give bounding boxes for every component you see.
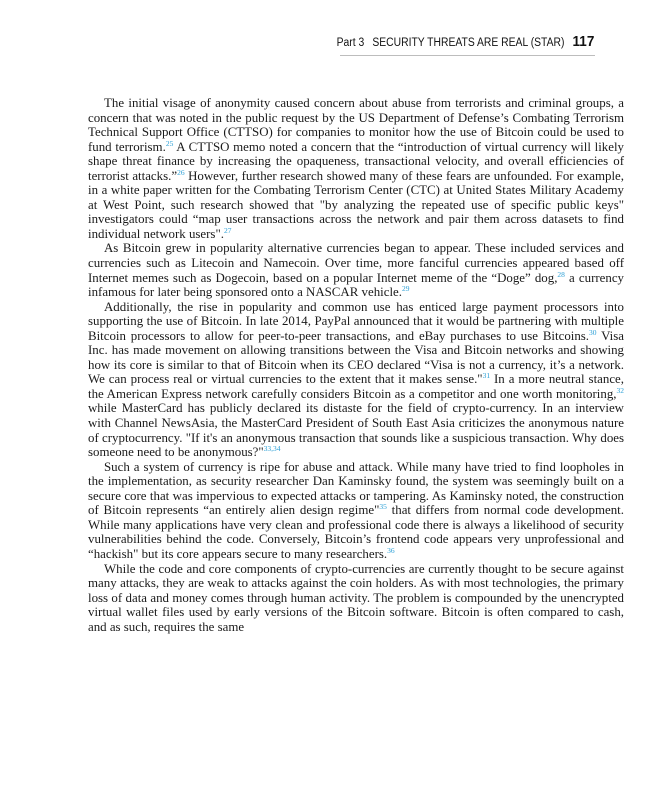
paragraph [88,300,624,460]
footnote-reference[interactable]: 36 [387,545,395,555]
paragraph-text: while MasterCard has publicly declared its distaste for the field of crypto-currency. In an interview with Channel NewsAsia, the MasterCard President of South East Asia criticizes the anonymous nature of cryptocurrency. "If it's an anonymous transaction that sounds like a suspicious transaction. Why does someone need to be anonymous?" [88,401,624,460]
paragraph-text: The initial visage of anonymity caused concern about abuse from terrorists and criminal groups, a concern that was noted in the public request by the US Department of Defense’s Combating Terrorism Technical Support Office (CTTSO) for companies to monitor how the use of Bitcoin could be used to fund terrorism. [88,96,624,154]
running-header [336,33,594,50]
chapter-title: SECURITY THREATS ARE REAL (STAR) [372,37,565,49]
footnote-reference[interactable]: 33,34 [263,444,281,454]
paragraph [88,241,624,299]
paragraph-text: a currency infamous for later being sponsored onto a NASCAR vehicle. [88,270,624,300]
paragraph-text: Additionally, the rise in popularity and common use has enticed large payment processors into supporting the use of Bitcoin. In late 2014, PayPal announced that it would be partnering with multiple Bitcoin processors to allow for peer-to-peer transactions, and eBay purchases to use Bitcoins. [88,299,624,343]
page-number: 117 [572,33,594,50]
header-rule [340,55,595,56]
paragraph [88,460,624,562]
footnote-reference[interactable]: 28 [557,269,565,279]
footnote-reference[interactable]: 27 [223,225,232,235]
paragraph-text: While the code and core components of crypto-currencies are currently thought to be secure against many attacks, they are weak to attacks against the coin holders. As with most technologies, the primary loss of data and money comes through human activity. The problem is compounded by the unencrypted virtual wallet files used by early versions of the Bitcoin software. Bitcoin is often compared to cash, and as such, requires the same [88,561,624,634]
paragraph-text: In a more neutral stance, the American Express network carefully considers Bitcoin as a competitor and one worth monitoring, [88,372,624,401]
paragraph-text: However, further research showed many of these fears are unfounded. For example, in a white paper written for the Combating Terrorism Center (CTC) at United States Military Academy at West Point, such research showed that "by analyzing the repeated use of specific public keys" investigators could “map user transactions across the network and pair them across datasets to find individual network users". [88,168,624,241]
paragraph-text: As Bitcoin grew in popularity alternative currencies began to appear. These included services and currencies such as Litecoin and Namecoin. Over time, more fanciful currencies appeared based off Internet memes such as Dogecoin, based on a popular Internet meme of the “Doge” dog, [88,241,624,285]
paragraph [88,562,624,635]
paragraph-text: Such a system of currency is ripe for abuse and attack. While many have tried to find loopholes in the implementation, as security researcher Dan Kaminsky found, the system was seemingly built on a secure core that was impervious to expected attacks or tampering. As Kaminsky noted, the construction of Bitcoin represents “an entirely alien design regime" [88,459,624,518]
footnote-reference[interactable]: 25 [165,138,174,148]
paragraph-text: Visa Inc. has made movement on allowing transitions between the Visa and Bitcoin networks and showing how its core is similar to that of Bitcoin when its CEO declared “Visa is not a currency, it’s a network. We can process real or virtual currencies to the extent that it makes sense." [88,328,624,387]
paragraph [88,96,624,241]
footnote-reference[interactable]: 32 [616,385,624,395]
footnote-reference[interactable]: 31 [482,371,491,381]
footnote-reference[interactable]: 29 [401,284,410,294]
footnote-reference[interactable]: 35 [379,502,387,512]
body-text [88,96,624,634]
paragraph-text: A CTTSO memo noted a concern that the “introduction of virtual currency will likely shape threat finance by increasing the opaqueness, transactional velocity, and overall efficiencies of terrorist attacks.” [88,139,624,183]
footnote-reference[interactable]: 30 [589,327,597,337]
part-label: Part 3 [336,37,364,49]
footnote-reference[interactable]: 26 [177,167,185,177]
paragraph-text: that differs from normal code development. While many applications have very clean and professional code there is always a likelihood of security vulnerabilities behind the code. Conversely, Bitcoin’s frontend code appears very unprofessional and “hackish" but its core appears secure to many researchers. [88,503,624,561]
